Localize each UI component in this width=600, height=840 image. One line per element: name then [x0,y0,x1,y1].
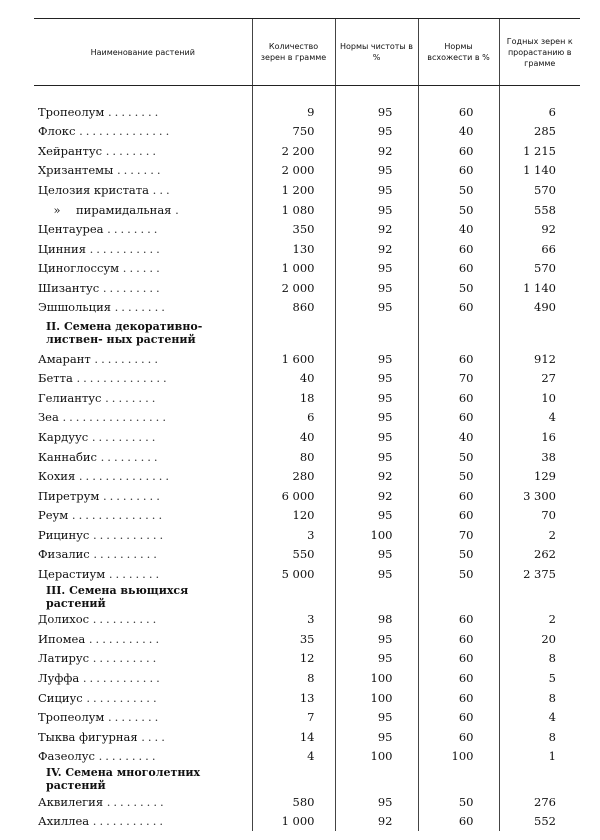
germination-cell: 60 [418,649,499,669]
plant-name-cell [34,369,252,389]
table-row [34,258,580,278]
grain-count-cell: 18 [252,388,335,408]
plant-name-cell [34,102,252,122]
grain-count-cell: 40 [252,427,335,447]
grain-count-cell: 280 [252,466,335,486]
germination-cell: 60 [418,629,499,649]
table-row [34,141,580,161]
grain-count-cell: 7 [252,707,335,727]
viable-grains-cell: 1 [499,746,580,766]
table-row [34,447,580,467]
plant-name: Бетта [38,371,73,386]
section-heading-row [34,584,580,610]
dot-leader: ........... [92,814,167,829]
header-purity: Нормы чистоты в % [335,19,418,86]
table-row [34,427,580,447]
purity-cell: 100 [335,668,418,688]
viable-grains-cell: 570 [499,180,580,200]
dot-leader: .......... [91,429,159,444]
viable-grains-cell: 8 [499,688,580,708]
plant-name-cell [34,219,252,239]
grain-count-cell: 12 [252,649,335,669]
table-row [34,746,580,766]
plant-name: Хейрантус [38,143,103,158]
plant-name-cell [34,388,252,408]
grain-count-cell: 3 [252,610,335,630]
plant-name: Амарант [38,351,91,366]
purity-cell: 92 [335,141,418,161]
purity-cell: 95 [335,258,418,278]
viable-grains-cell: 5 [499,668,580,688]
dot-leader: ........... [88,631,163,646]
viable-grains-cell: 70 [499,505,580,525]
plant-name-cell [34,200,252,220]
table-row [34,200,580,220]
table-row [34,727,580,747]
purity-cell: 92 [335,466,418,486]
plant-name: Гелиантус [38,390,102,405]
plant-name-cell [34,122,252,142]
germination-cell: 50 [418,200,499,220]
plant-name: Зеа [38,410,59,425]
viable-grains-cell: 66 [499,239,580,259]
table-body [34,86,580,832]
dot-leader: ......... [102,488,163,503]
plant-name: Кардуус [38,429,89,444]
plant-name: Кохия [38,469,76,484]
plant-name: Шизантус [38,280,100,295]
table-row [34,610,580,630]
table-row [34,219,580,239]
grain-count-cell: 3 [252,525,335,545]
dot-leader: .......... [93,547,160,562]
header-germination: Нормы всхожести в % [418,19,499,86]
viable-grains-cell: 2 [499,610,580,630]
grain-count-cell: 35 [252,629,335,649]
plant-name: Тропеолум [38,710,105,725]
table-header-row [34,19,580,86]
plant-name: Ахиллеа [38,814,90,829]
dot-leader: ............ [82,670,163,685]
plant-name-cell [34,141,252,161]
grain-count-cell: 120 [252,505,335,525]
grain-count-cell: 860 [252,297,335,317]
grain-count-cell: 550 [252,544,335,564]
germination-cell: 40 [418,219,499,239]
seed-table [34,18,580,831]
germination-cell: 60 [418,141,499,161]
germination-cell: 40 [418,427,499,447]
viable-grains-cell: 16 [499,427,580,447]
plant-name-cell [34,505,252,525]
spacer-row [34,86,580,103]
grain-count-cell: 2 000 [252,161,335,181]
purity-cell: 95 [335,727,418,747]
spacer-cell [499,86,580,103]
dot-leader: .............. [78,469,173,484]
purity-cell: 92 [335,219,418,239]
grain-count-cell: 13 [252,688,335,708]
table-row [34,525,580,545]
plant-name-cell [34,427,252,447]
plant-name: Цинния [38,241,86,256]
plant-name: Сициус [38,690,83,705]
purity-cell: 95 [335,629,418,649]
table-row [34,812,580,832]
germination-cell: 70 [418,369,499,389]
plant-name-cell [34,610,252,630]
germination-cell: 100 [418,746,499,766]
germination-cell: 60 [418,102,499,122]
plant-name: Физалис [38,547,90,562]
viable-grains-cell: 20 [499,629,580,649]
germination-cell: 60 [418,668,499,688]
plant-name: Ипомеа [38,631,86,646]
plant-name-cell [34,525,252,545]
grain-count-cell: 130 [252,239,335,259]
dot-leader: ... [152,182,173,197]
viable-grains-cell: 1 140 [499,278,580,298]
plant-name-cell [34,792,252,812]
plant-name: Тропеолум [38,104,105,119]
dot-leader: .............. [79,124,173,139]
purity-cell: 95 [335,544,418,564]
plant-name: Фазеолус [38,749,95,764]
viable-grains-cell: 8 [499,649,580,669]
purity-cell: 100 [335,525,418,545]
germination-cell: 60 [418,239,499,259]
table-row [34,668,580,688]
dot-leader: ........ [108,566,163,581]
section-heading: IV. Семена многолетних растений [46,765,201,792]
table-row [34,180,580,200]
empty-cell [335,584,418,610]
empty-cell [252,584,335,610]
empty-cell [252,766,335,792]
dot-leader: ....... [116,163,164,178]
plant-name: Эшшольция [38,300,111,315]
plant-name-cell [34,668,252,688]
viable-grains-cell: 2 [499,525,580,545]
empty-cell [499,317,580,349]
table-row [34,466,580,486]
table-row [34,297,580,317]
plant-name-cell [34,564,252,584]
dot-leader: ......... [100,449,161,464]
grain-count-cell: 6 000 [252,486,335,506]
plant-name: Долихос [38,612,90,627]
purity-cell: 95 [335,427,418,447]
purity-cell: 95 [335,388,418,408]
viable-grains-cell: 6 [499,102,580,122]
dot-leader: .............. [76,371,170,386]
table-row [34,544,580,564]
germination-cell: 50 [418,278,499,298]
purity-cell: 95 [335,792,418,812]
empty-cell [335,766,418,792]
viable-grains-cell: 3 300 [499,486,580,506]
viable-grains-cell: 1 140 [499,161,580,181]
plant-name-cell [34,649,252,669]
dot-leader: ........... [86,690,160,705]
header-plant-name: Наименование растений [34,19,252,86]
table-row [34,122,580,142]
plant-name-cell [34,447,252,467]
table-row [34,564,580,584]
header-grain-count: Количество зерен в грамме [252,19,335,86]
table-row [34,369,580,389]
empty-cell [418,766,499,792]
dot-leader: .............. [71,508,166,523]
grain-count-cell: 1 200 [252,180,335,200]
plant-name-cell [34,544,252,564]
dot-leader: .......... [94,351,161,366]
plant-name: Целозия кристата [38,182,150,197]
viable-grains-cell: 262 [499,544,580,564]
germination-cell: 60 [418,258,499,278]
empty-cell [252,317,335,349]
dot-leader: . [175,202,182,217]
plant-name: Каннабис [38,449,97,464]
dot-leader: ........ [105,390,159,405]
plant-name-cell [34,278,252,298]
viable-grains-cell: 2 375 [499,564,580,584]
viable-grains-cell: 552 [499,812,580,832]
grain-count-cell: 1 080 [252,200,335,220]
germination-cell: 60 [418,505,499,525]
plant-name: Флокс [38,124,76,139]
plant-name-cell [34,258,252,278]
plant-name-cell [34,727,252,747]
section-heading: II. Семена декоративно-листвен- ных растений [46,320,203,347]
grain-count-cell: 9 [252,102,335,122]
purity-cell: 95 [335,564,418,584]
germination-cell: 50 [418,564,499,584]
plant-name: Луффа [38,670,80,685]
dot-leader: .......... [92,612,160,627]
grain-count-cell: 1 000 [252,258,335,278]
dot-leader: ........ [105,143,160,158]
table-row [34,707,580,727]
plant-name: Реум [38,508,69,523]
empty-cell [499,766,580,792]
purity-cell: 95 [335,349,418,369]
spacer-cell [335,86,418,103]
viable-grains-cell: 1 215 [499,141,580,161]
purity-cell: 95 [335,161,418,181]
grain-count-cell: 1 600 [252,349,335,369]
dot-leader: ........... [93,527,167,542]
plant-name-cell [34,239,252,259]
grain-count-cell: 1 000 [252,812,335,832]
plant-name-cell [34,466,252,486]
spacer-cell [252,86,335,103]
plant-name: Тыква фигурная [38,729,138,744]
germination-cell: 60 [418,727,499,747]
dot-leader: ...... [122,261,163,276]
germination-cell: 50 [418,544,499,564]
grain-count-cell: 80 [252,447,335,467]
plant-name: Пиретрум [38,488,100,503]
grain-count-cell: 350 [252,219,335,239]
dot-leader: ........ [108,710,162,725]
germination-cell: 60 [418,688,499,708]
empty-cell [418,317,499,349]
plant-name: Циноглоссум [38,261,120,276]
plant-name-cell [34,486,252,506]
viable-grains-cell: 4 [499,707,580,727]
purity-cell: 95 [335,297,418,317]
purity-cell: 95 [335,200,418,220]
germination-cell: 60 [418,388,499,408]
plant-name: Центауреа [38,222,104,237]
plant-name-cell [34,629,252,649]
dot-leader: ........ [108,104,162,119]
dot-leader: ......... [98,749,159,764]
grain-count-cell: 750 [252,122,335,142]
table-row [34,349,580,369]
viable-grains-cell: 276 [499,792,580,812]
germination-cell: 60 [418,812,499,832]
viable-grains-cell: 10 [499,388,580,408]
germination-cell: 50 [418,466,499,486]
purity-cell: 95 [335,707,418,727]
table-row [34,239,580,259]
table-row [34,688,580,708]
purity-cell: 95 [335,180,418,200]
germination-cell: 70 [418,525,499,545]
germination-cell: 40 [418,122,499,142]
plant-name: пирамидальная [76,202,172,217]
viable-grains-cell: 4 [499,408,580,428]
plant-name-cell [34,688,252,708]
table-row [34,792,580,812]
purity-cell: 95 [335,278,418,298]
grain-count-cell: 6 [252,408,335,428]
table-row [34,505,580,525]
purity-cell: 95 [335,102,418,122]
grain-count-cell: 4 [252,746,335,766]
empty-cell [499,584,580,610]
viable-grains-cell: 27 [499,369,580,389]
empty-cell [335,317,418,349]
plant-name-cell [34,161,252,181]
purity-cell: 95 [335,505,418,525]
purity-cell: 95 [335,122,418,142]
germination-cell: 60 [418,297,499,317]
table-row [34,649,580,669]
table-row [34,161,580,181]
viable-grains-cell: 8 [499,727,580,747]
plant-name-cell [34,408,252,428]
germination-cell: 60 [418,707,499,727]
germination-cell: 50 [418,792,499,812]
viable-grains-cell: 38 [499,447,580,467]
purity-cell: 95 [335,447,418,467]
table-row [34,102,580,122]
table-row [34,278,580,298]
plant-name: Аквилегия [38,794,104,809]
dot-leader: ......... [102,280,163,295]
table-row [34,388,580,408]
table-row [34,408,580,428]
purity-cell: 95 [335,649,418,669]
dot-leader: .......... [92,651,160,666]
grain-count-cell: 8 [252,668,335,688]
section-heading: III. Семена вьющихся растений [46,583,189,610]
purity-cell: 92 [335,486,418,506]
purity-cell: 100 [335,688,418,708]
plant-name: Рицинус [38,527,90,542]
plant-name-cell [34,180,252,200]
header-viable-grains: Годных зерен к прорастанию в грамме [499,19,580,86]
viable-grains-cell: 912 [499,349,580,369]
grain-count-cell: 5 000 [252,564,335,584]
section-heading-row [34,766,580,792]
germination-cell: 60 [418,161,499,181]
viable-grains-cell: 92 [499,219,580,239]
purity-cell: 98 [335,610,418,630]
purity-cell: 92 [335,239,418,259]
spacer-cell [418,86,499,103]
germination-cell: 50 [418,180,499,200]
purity-cell: 95 [335,369,418,389]
dot-leader: ........ [114,300,168,315]
plant-name-cell [34,297,252,317]
dot-leader: .... [141,729,168,744]
viable-grains-cell: 285 [499,122,580,142]
plant-name: Латирус [38,651,90,666]
table-row [34,486,580,506]
plant-name-cell [34,746,252,766]
germination-cell: 60 [418,408,499,428]
germination-cell: 60 [418,349,499,369]
ditto-mark: » [53,202,61,217]
grain-count-cell: 40 [252,369,335,389]
plant-name-cell [34,707,252,727]
section-heading-row [34,317,580,349]
grain-count-cell: 580 [252,792,335,812]
viable-grains-cell: 490 [499,297,580,317]
grain-count-cell: 2 000 [252,278,335,298]
germination-cell: 60 [418,610,499,630]
viable-grains-cell: 570 [499,258,580,278]
germination-cell: 50 [418,447,499,467]
grain-count-cell: 2 200 [252,141,335,161]
purity-cell: 95 [335,408,418,428]
plant-name-cell [34,812,252,832]
purity-cell: 100 [335,746,418,766]
table-row [34,629,580,649]
viable-grains-cell: 129 [499,466,580,486]
spacer-cell [34,86,252,103]
dot-leader: ......... [106,794,167,809]
dot-leader: ................ [62,410,169,425]
purity-cell: 92 [335,812,418,832]
viable-grains-cell: 558 [499,200,580,220]
plant-name: Церастиум [38,566,106,581]
empty-cell [418,584,499,610]
dot-leader: ........... [89,241,163,256]
grain-count-cell: 14 [252,727,335,747]
plant-name: Хризантемы [38,163,114,178]
dot-leader: ........ [107,222,161,237]
plant-name-cell [34,349,252,369]
germination-cell: 60 [418,486,499,506]
